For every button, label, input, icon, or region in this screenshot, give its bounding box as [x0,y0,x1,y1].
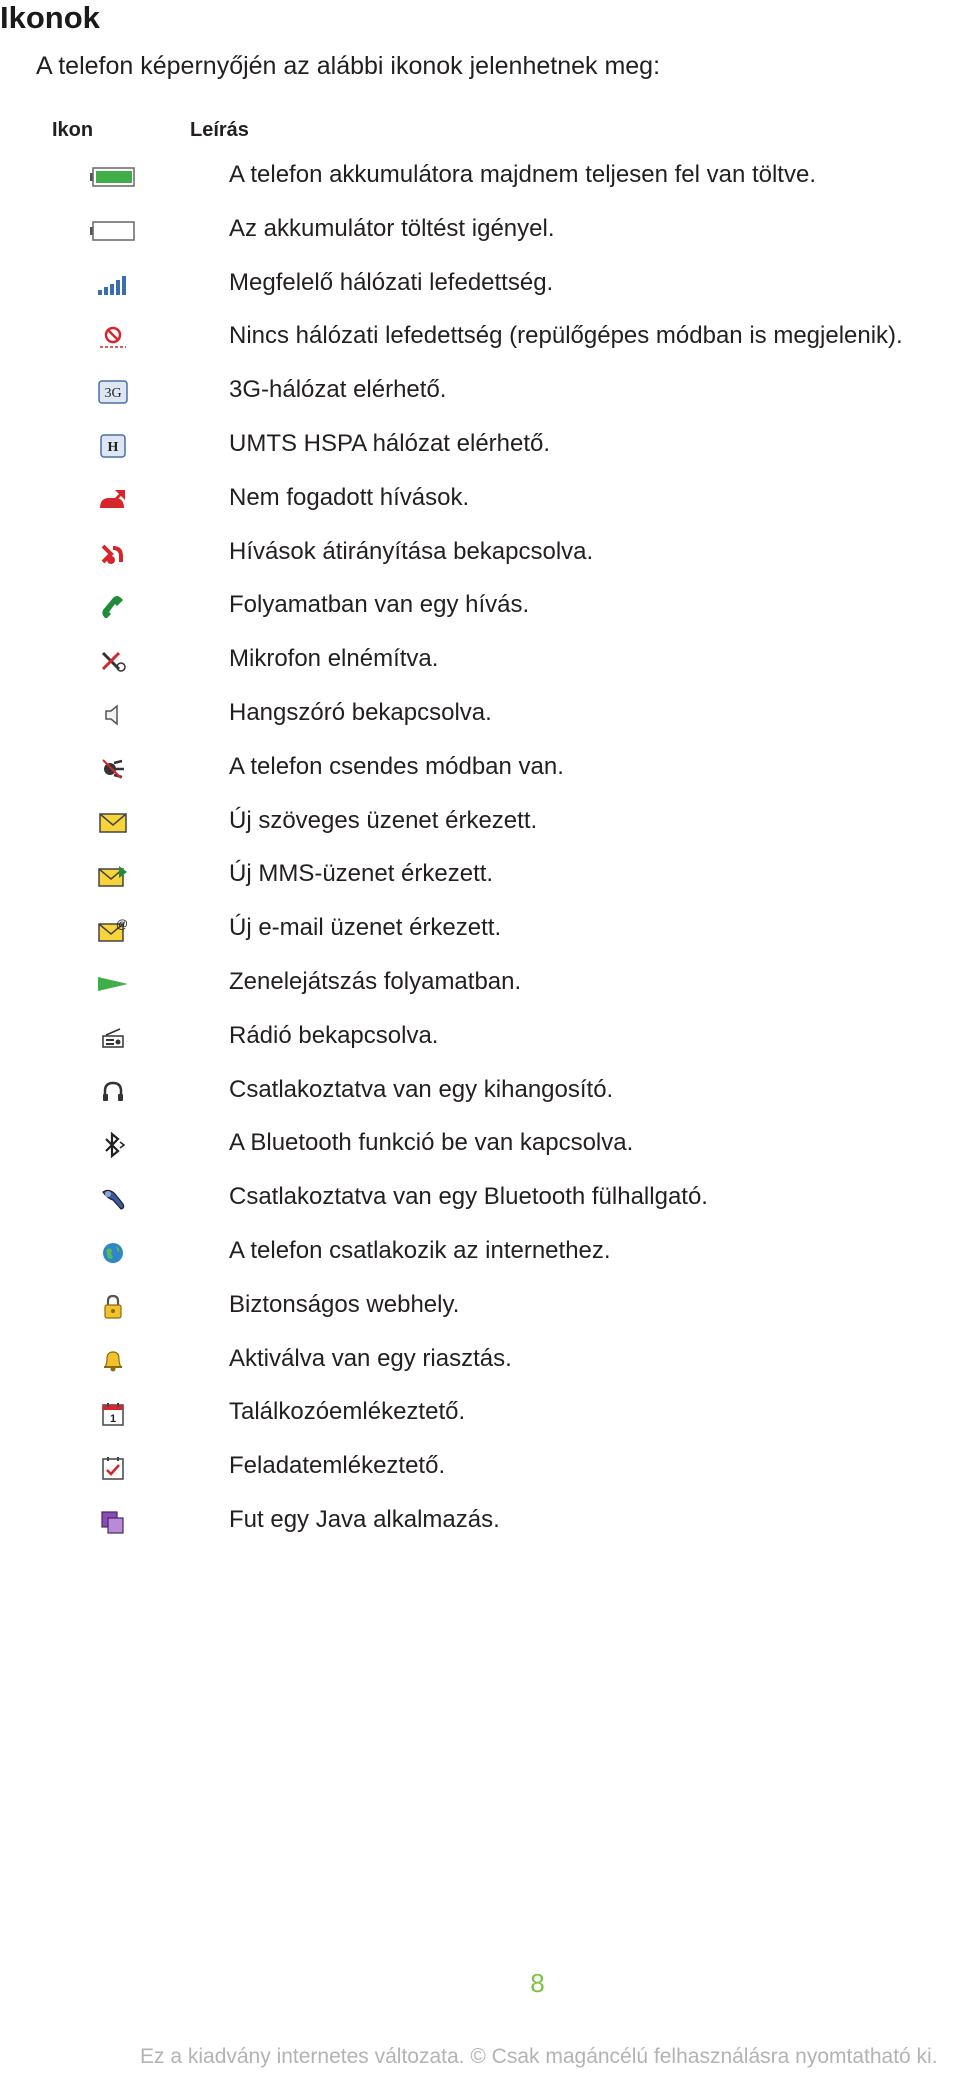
table-row [0,588,960,642]
column-header-icon: Ikon [52,119,94,141]
table-row [0,857,960,911]
table-row [0,1395,960,1449]
call-in-progress-icon [86,590,140,624]
row-description: Csatlakoztatva van egy kihangosító. [229,1075,614,1103]
alarm-bell-icon [86,1344,140,1378]
row-description: 3G-hálózat elérhető. [229,376,447,404]
row-description: Megfelelő hálózati lefedettség. [229,268,554,296]
lock-icon [86,1290,140,1324]
calendar-icon [86,1397,140,1431]
page-number: 8 [530,1968,545,1998]
row-description: Csatlakoztatva van egy Bluetooth fülhallgató. [229,1183,708,1211]
svg-text:3G: 3G [104,386,122,402]
table-row [0,1126,960,1180]
signal-bars-icon [86,268,140,302]
row-description: Mikrofon elnémítva. [229,645,439,673]
hspa-icon [86,429,140,463]
row-description: Hívások átirányítása bekapcsolva. [229,537,594,565]
svg-text:@: @ [115,917,129,932]
table-row [0,427,960,481]
mic-muted-icon [86,644,140,678]
row-description: Aktiválva van egy riasztás. [229,1344,512,1372]
table-row [0,804,960,858]
sms-icon [86,806,140,840]
row-description: Hangszóró bekapcsolva. [229,698,492,726]
row-description: Új szöveges üzenet érkezett. [229,806,538,834]
task-icon [86,1451,140,1485]
table-row [0,911,960,965]
no-network-icon [86,321,140,355]
speaker-icon [86,698,140,732]
bluetooth-icon [86,1128,140,1162]
table-row [0,965,960,1019]
svg-text:H: H [107,439,119,455]
email-icon [86,913,140,947]
row-description: UMTS HSPA hálózat elérhető. [229,429,551,457]
table-row [0,642,960,696]
intro-text: A telefon képernyőjén az alábbi ikonok jelenhetnek meg: [36,52,661,80]
column-header-description: Leírás [190,119,249,141]
table-row [0,1503,960,1557]
row-description: Biztonságos webhely. [229,1290,460,1318]
play-icon [86,967,140,1001]
table-row [0,1288,960,1342]
row-description: Zenelejátszás folyamatban. [229,967,522,995]
row-description: Az akkumulátor töltést igényel. [229,214,555,242]
row-description: Új e-mail üzenet érkezett. [229,914,502,942]
table-row [0,319,960,373]
row-description: Nem fogadott hívások. [229,483,470,511]
table-row [0,1234,960,1288]
row-description: Rádió bekapcsolva. [229,1021,439,1049]
row-description: Feladatemlékeztető. [229,1452,446,1480]
row-description: Új MMS-üzenet érkezett. [229,860,494,888]
icon-table [0,158,960,1557]
bluetooth-headset-icon [86,1182,140,1216]
table-row [0,266,960,320]
mms-icon [86,859,140,893]
globe-icon [86,1236,140,1270]
row-description: A telefon akkumulátora majdnem teljesen fel van töltve. [229,161,816,188]
table-row [0,158,960,212]
svg-text:1: 1 [109,1413,117,1426]
3g-icon [86,375,140,409]
table-row [0,1449,960,1503]
call-divert-icon [86,537,140,571]
table-row [0,212,960,266]
table-row [0,696,960,750]
row-description: A telefon csendes módban van. [229,752,564,780]
table-row [0,1073,960,1127]
table-row [0,373,960,427]
row-description: Találkozóemlékeztető. [229,1398,466,1426]
page-title: Ikonok [0,0,100,35]
java-app-icon [86,1505,140,1539]
row-description: Nincs hálózati lefedettség (repülőgépes módban is megjelenik). [229,322,903,350]
table-row [0,750,960,804]
table-row [0,481,960,535]
footer-note: Ez a kiadvány internetes változata. © Csak magáncélú felhasználásra nyomtatható ki. [140,2045,938,2068]
missed-call-icon [86,483,140,517]
table-row [0,1342,960,1396]
table-row [0,1019,960,1073]
battery-full-icon [86,160,140,194]
table-row [0,1180,960,1234]
row-description: Folyamatban van egy hívás. [229,591,530,619]
handsfree-icon [86,1075,140,1109]
silent-mode-icon [86,752,140,786]
battery-empty-icon [86,214,140,248]
radio-icon [86,1021,140,1055]
row-description: A Bluetooth funkció be van kapcsolva. [229,1129,634,1157]
row-description: A telefon csatlakozik az internethez. [229,1236,611,1264]
table-row [0,535,960,589]
row-description: Fut egy Java alkalmazás. [229,1505,500,1533]
